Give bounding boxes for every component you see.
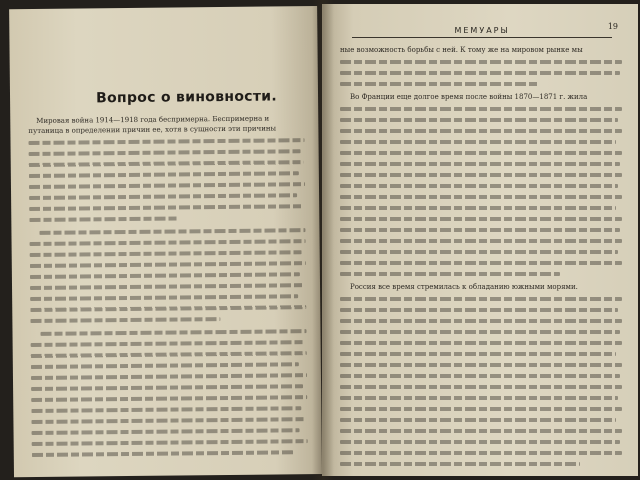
chapter-title: Вопрос о виновности. [95,88,278,107]
right-page-text [322,4,638,476]
body-line: путаница в определении причин ее, хотя в сущности эти причины [28,124,277,136]
right-page [322,4,638,476]
body-line: ные возможность борьбы с ней. К тому же на мировом рынке мы [340,46,583,54]
running-head [352,26,612,38]
body-line: Во Франции еще долгое время после войны 1870—1871 г. жила [350,93,588,101]
running-title: МЕМУАРЫ [454,26,510,35]
body-text-block-1 [9,6,317,9]
page-number: 19 [607,22,618,31]
left-page [9,6,322,477]
body-line: Россия все время стремилась к обладанию южными морями. [350,283,578,291]
left-page-text [9,6,322,477]
body-line: Мировая война 1914—1918 года беспримерна. Беспримерна и [36,114,270,125]
body-text-block-2 [9,6,317,9]
body-text-block-3 [9,6,317,9]
